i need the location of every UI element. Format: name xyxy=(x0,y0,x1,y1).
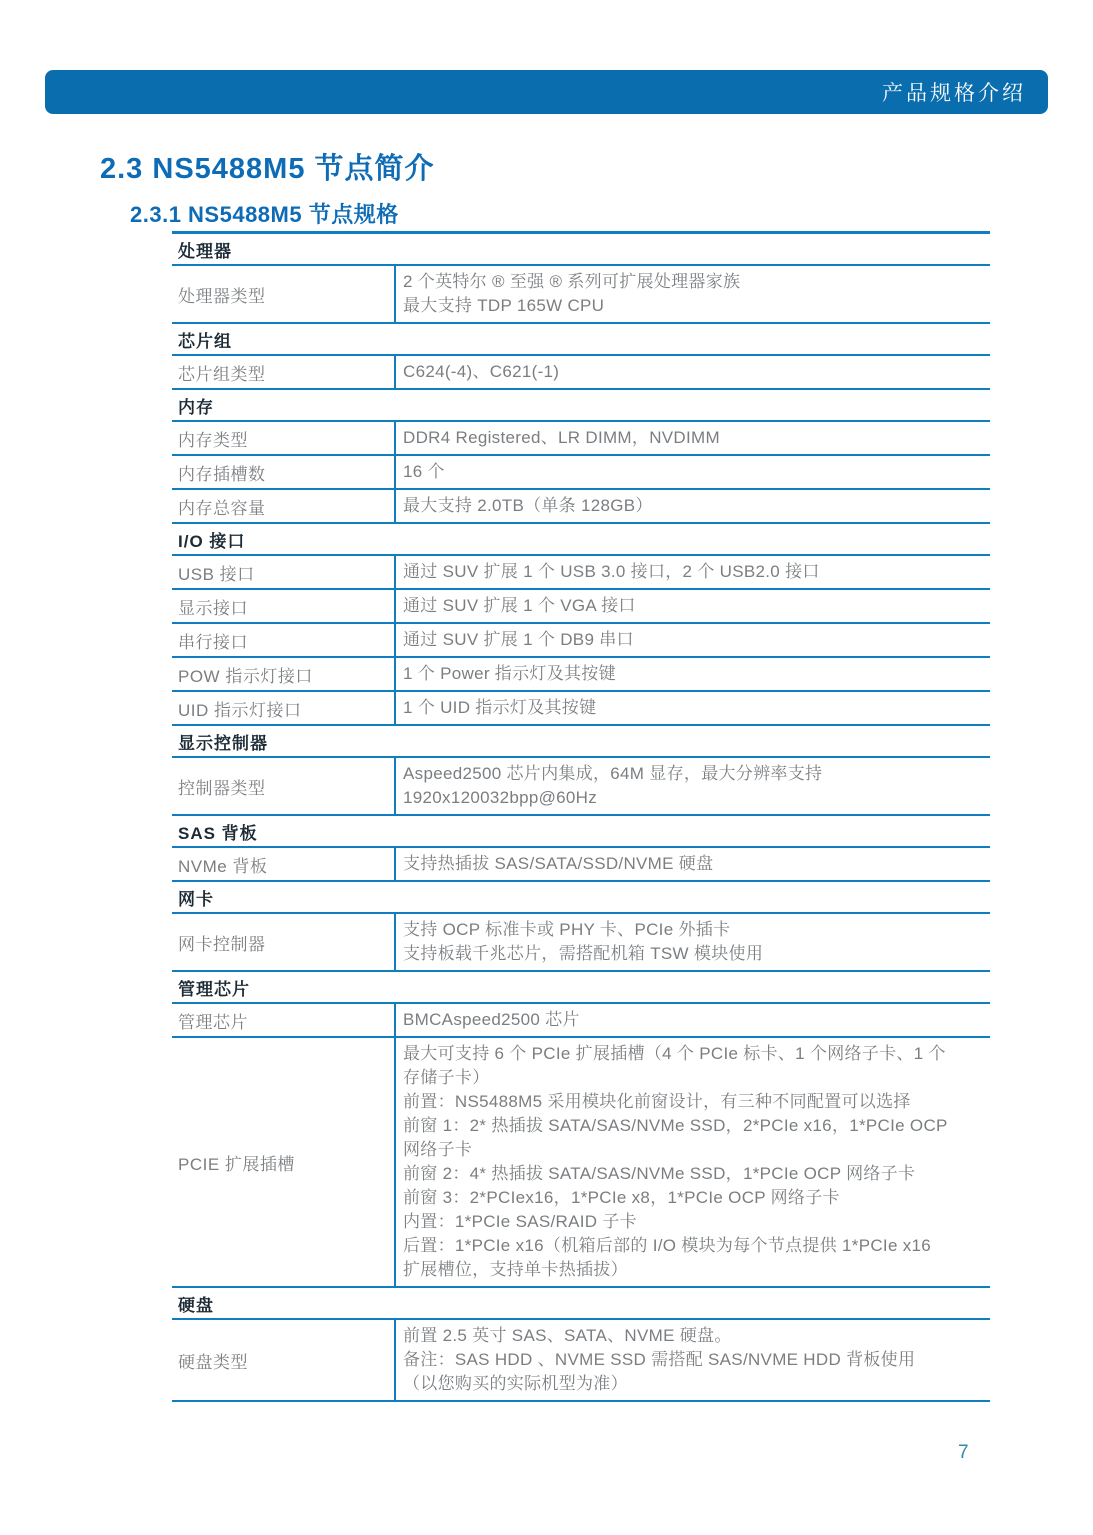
spec-row-value xyxy=(394,556,990,588)
spec-section-header: 网卡 xyxy=(172,882,990,914)
spec-row-label: 显示接口 xyxy=(178,598,248,618)
spec-value-line: 通过 SUV 扩展 1 个 USB 3.0 接口，2 个 USB2.0 接口 xyxy=(403,562,820,581)
spec-value-line: 前置：NS5488M5 采用模块化前窗设计，有三种不同配置可以选择 xyxy=(403,1092,911,1111)
spec-value-line: 2 个英特尔 ® 至强 ® 系列可扩展处理器家族 xyxy=(403,272,741,291)
spec-section-header: 芯片组 xyxy=(172,324,990,356)
spec-value-line: 后置：1*PCIe x16（机箱后部的 I/O 模块为每个节点提供 1*PCIe x16 xyxy=(403,1236,932,1255)
spec-row-value xyxy=(394,624,990,656)
spec-row xyxy=(172,456,990,490)
spec-value-line: 扩展槽位，支持单卡热插拔） xyxy=(403,1260,628,1279)
spec-row-label: 芯片组类型 xyxy=(178,364,266,384)
spec-value-line: 最大支持 TDP 165W CPU xyxy=(403,296,605,315)
spec-row-value xyxy=(394,758,990,814)
spec-row-label: POW 指示灯接口 xyxy=(178,666,313,686)
spec-value-line: 1 个 UID 指示灯及其按键 xyxy=(403,698,597,717)
spec-section-header: 处理器 xyxy=(172,234,990,266)
section-title: 2.3 NS5488M5 节点简介 xyxy=(100,153,435,185)
spec-row-label: 管理芯片 xyxy=(178,1012,248,1032)
spec-section-header: 管理芯片 xyxy=(172,972,990,1004)
spec-row-label: NVMe 背板 xyxy=(178,856,268,876)
spec-row-value xyxy=(394,914,990,970)
spec-row-value xyxy=(394,266,990,322)
spec-value-line: BMCAspeed2500 芯片 xyxy=(403,1010,580,1029)
spec-value-line: C624(-4)、C621(-1) xyxy=(403,362,560,381)
spec-value-line: 通过 SUV 扩展 1 个 VGA 接口 xyxy=(403,596,636,615)
spec-row-value xyxy=(394,590,990,622)
spec-row xyxy=(172,356,990,390)
spec-row-label: PCIE 扩展插槽 xyxy=(178,1154,295,1174)
spec-section-header: 内存 xyxy=(172,390,990,422)
spec-row-label: 硬盘类型 xyxy=(178,1352,248,1372)
spec-value-line: 16 个 xyxy=(403,462,445,481)
spec-row xyxy=(172,556,990,590)
spec-row xyxy=(172,658,990,692)
spec-row-label: UID 指示灯接口 xyxy=(178,700,302,720)
spec-value-line: 前窗 1：2* 热插拔 SATA/SAS/NVMe SSD，2*PCIe x16，1*PCIe OCP xyxy=(403,1116,948,1135)
spec-value-line: 前置 2.5 英寸 SAS、SATA、NVME 硬盘。 xyxy=(403,1326,732,1345)
spec-section-header: 显示控制器 xyxy=(172,726,990,758)
spec-row-label: 处理器类型 xyxy=(178,286,266,306)
chapter-header-bar xyxy=(45,70,1048,114)
spec-row xyxy=(172,490,990,524)
spec-row-value xyxy=(394,848,990,880)
spec-row xyxy=(172,1038,990,1288)
spec-row xyxy=(172,266,990,324)
spec-row-value xyxy=(394,456,990,488)
spec-row xyxy=(172,848,990,882)
spec-table xyxy=(172,231,990,1402)
spec-value-line: 1920x120032bpp@60Hz xyxy=(403,788,598,807)
spec-row-value xyxy=(394,1004,990,1036)
spec-value-line: 支持板载千兆芯片，需搭配机箱 TSW 模块使用 xyxy=(403,944,764,963)
spec-value-line: 通过 SUV 扩展 1 个 DB9 串口 xyxy=(403,630,634,649)
spec-row xyxy=(172,422,990,456)
spec-value-line: 最大可支持 6 个 PCIe 扩展插槽（4 个 PCIe 标卡、1 个网络子卡、1 个 xyxy=(403,1044,946,1063)
spec-row xyxy=(172,1320,990,1402)
spec-section-header: 硬盘 xyxy=(172,1288,990,1320)
chapter-header-label: 产品规格介绍 xyxy=(882,82,1026,105)
spec-value-line: 备注：SAS HDD 、NVME SSD 需搭配 SAS/NVME HDD 背板使用 xyxy=(403,1350,916,1369)
spec-row-value xyxy=(394,422,990,454)
page-number: 7 xyxy=(958,1442,969,1463)
spec-value-line: （以您购买的实际机型为准） xyxy=(403,1374,628,1393)
spec-row-value xyxy=(394,490,990,522)
subsection-title: 2.3.1 NS5488M5 节点规格 xyxy=(130,202,399,227)
spec-value-line: 内置：1*PCIe SAS/RAID 子卡 xyxy=(403,1212,637,1231)
spec-row-value xyxy=(394,658,990,690)
spec-value-line: 最大支持 2.0TB（单条 128GB） xyxy=(403,496,653,515)
spec-row xyxy=(172,624,990,658)
spec-row-label: 串行接口 xyxy=(178,632,248,652)
spec-row-label: 内存插槽数 xyxy=(178,464,266,484)
spec-section-header: SAS 背板 xyxy=(172,816,990,848)
spec-value-line: Aspeed2500 芯片内集成，64M 显存，最大分辨率支持 xyxy=(403,764,823,783)
spec-value-line: 网络子卡 xyxy=(403,1140,473,1159)
spec-row-label: 控制器类型 xyxy=(178,778,266,798)
spec-value-line: 1 个 Power 指示灯及其按键 xyxy=(403,664,616,683)
spec-row-value xyxy=(394,692,990,724)
spec-value-line: DDR4 Registered、LR DIMM，NVDIMM xyxy=(403,428,720,447)
spec-row xyxy=(172,914,990,972)
spec-value-line: 支持热插拔 SAS/SATA/SSD/NVME 硬盘 xyxy=(403,854,714,873)
spec-row-label: 内存总容量 xyxy=(178,498,266,518)
spec-value-line: 支持 OCP 标准卡或 PHY 卡、PCIe 外插卡 xyxy=(403,920,731,939)
spec-row xyxy=(172,692,990,726)
spec-value-line: 前窗 3：2*PCIex16，1*PCIe x8，1*PCIe OCP 网络子卡 xyxy=(403,1188,840,1207)
spec-row-value xyxy=(394,1320,990,1400)
spec-row xyxy=(172,758,990,816)
spec-row-value xyxy=(394,1038,990,1286)
spec-section-header: I/O 接口 xyxy=(172,524,990,556)
spec-row-value xyxy=(394,356,990,388)
spec-row xyxy=(172,590,990,624)
spec-row-label: 内存类型 xyxy=(178,430,248,450)
spec-row-label: 网卡控制器 xyxy=(178,934,266,954)
spec-row-label: USB 接口 xyxy=(178,564,255,584)
spec-value-line: 存储子卡） xyxy=(403,1068,490,1087)
spec-value-line: 前窗 2：4* 热插拔 SATA/SAS/NVMe SSD，1*PCIe OCP 网络子卡 xyxy=(403,1164,916,1183)
spec-row xyxy=(172,1004,990,1038)
